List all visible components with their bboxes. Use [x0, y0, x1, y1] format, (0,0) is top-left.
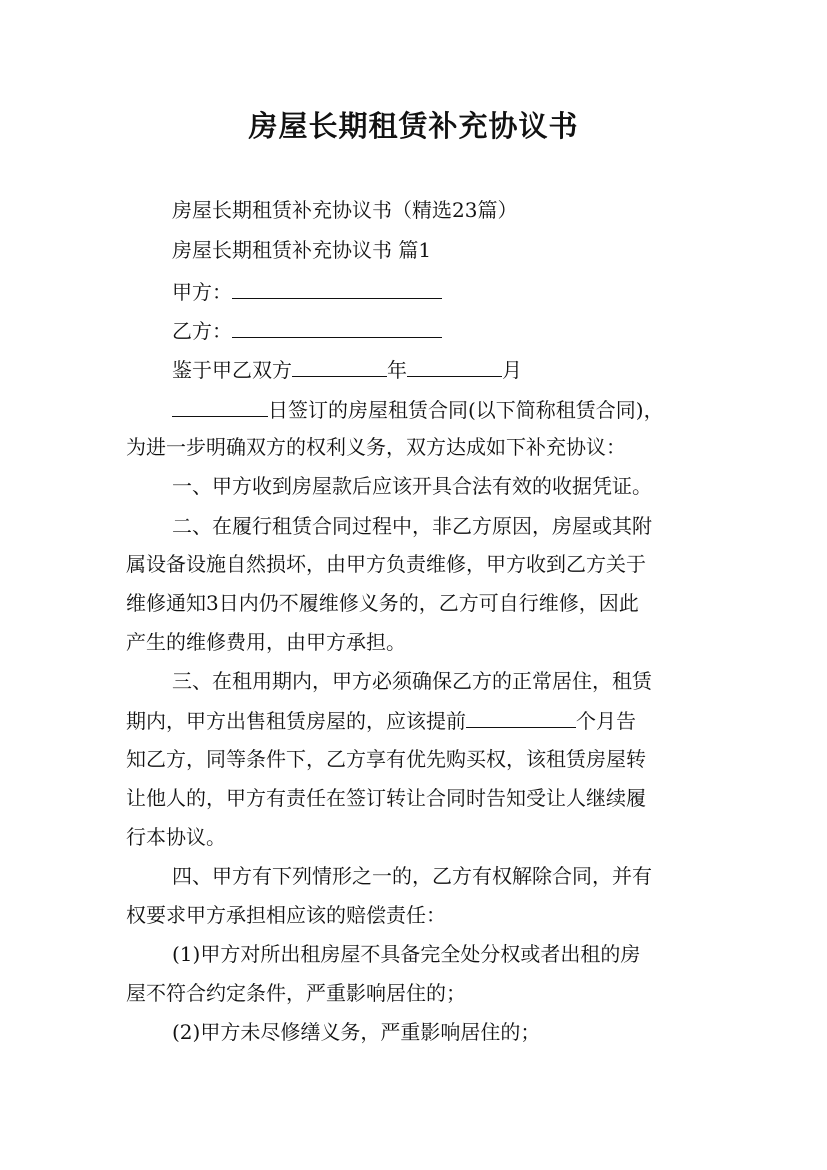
item-1-line-2: 屋不符合约定条件，严重影响居住的； — [126, 981, 466, 1005]
party-a-blank — [232, 279, 442, 299]
month-blank — [407, 357, 502, 377]
document-subtitle: 房屋长期租赁补充协议书（精选23篇） — [172, 198, 518, 222]
document-title: 房屋长期租赁补充协议书 — [248, 109, 579, 143]
clause-3-line-4: 让他人的，甲方有责任在签订转让合同时告知受让人继续履 — [126, 786, 646, 810]
intro-line-1 — [172, 357, 522, 382]
party-b-blank — [232, 318, 442, 338]
party-a-label: 甲方： — [172, 280, 232, 304]
year-blank — [292, 357, 387, 377]
section-heading: 房屋长期租赁补充协议书 篇1 — [172, 238, 432, 262]
clause-1: 一、甲方收到房屋款后应该开具合法有效的收据凭证。 — [172, 474, 652, 498]
clause-3-line-2 — [126, 708, 636, 733]
intro-line2-suffix: 日签订的房屋租赁合同(以下简称租赁合同)， — [268, 398, 664, 422]
months-blank — [466, 708, 576, 728]
day-blank — [172, 397, 268, 417]
month-label: 月 — [502, 358, 522, 382]
clause-4-line-2: 权要求甲方承担相应该的赔偿责任： — [126, 903, 446, 927]
clause-3-line-2-prefix: 期内，甲方出售租赁房屋的，应该提前 — [126, 709, 466, 733]
clause-2-line-2: 属设备设施自然损坏，由甲方负责维修，甲方收到乙方关于 — [126, 552, 646, 576]
intro-line-3: 为进一步明确双方的权利义务，双方达成如下补充协议： — [126, 435, 626, 459]
clause-2-line-1: 二、在履行租赁合同过程中，非乙方原因，房屋或其附 — [172, 514, 652, 538]
clause-2-line-4: 产生的维修费用，由甲方承担。 — [126, 630, 406, 654]
item-2: (2)甲方未尽修缮义务，严重影响居住的； — [172, 1020, 541, 1044]
party-b-label: 乙方： — [172, 319, 232, 343]
clause-3-line-2-suffix: 个月告 — [576, 709, 636, 733]
clause-3-line-1: 三、在租用期内，甲方必须确保乙方的正常居住，租赁 — [172, 669, 652, 693]
clause-3-line-5: 行本协议。 — [126, 825, 226, 849]
year-label: 年 — [387, 358, 407, 382]
party-b-line — [172, 318, 442, 343]
intro-prefix: 鉴于甲乙双方 — [172, 358, 292, 382]
clause-4-line-1: 四、甲方有下列情形之一的，乙方有权解除合同，并有 — [172, 864, 652, 888]
party-a-line — [172, 279, 442, 304]
item-1-line-1: (1)甲方对所出租房屋不具备完全处分权或者出租的房 — [172, 942, 641, 966]
clause-3-line-3: 知乙方，同等条件下，乙方享有优先购买权，该租赁房屋转 — [126, 747, 646, 771]
intro-line-2 — [172, 397, 664, 422]
clause-2-line-3: 维修通知3日内仍不履维修义务的，乙方可自行维修，因此 — [126, 591, 639, 615]
